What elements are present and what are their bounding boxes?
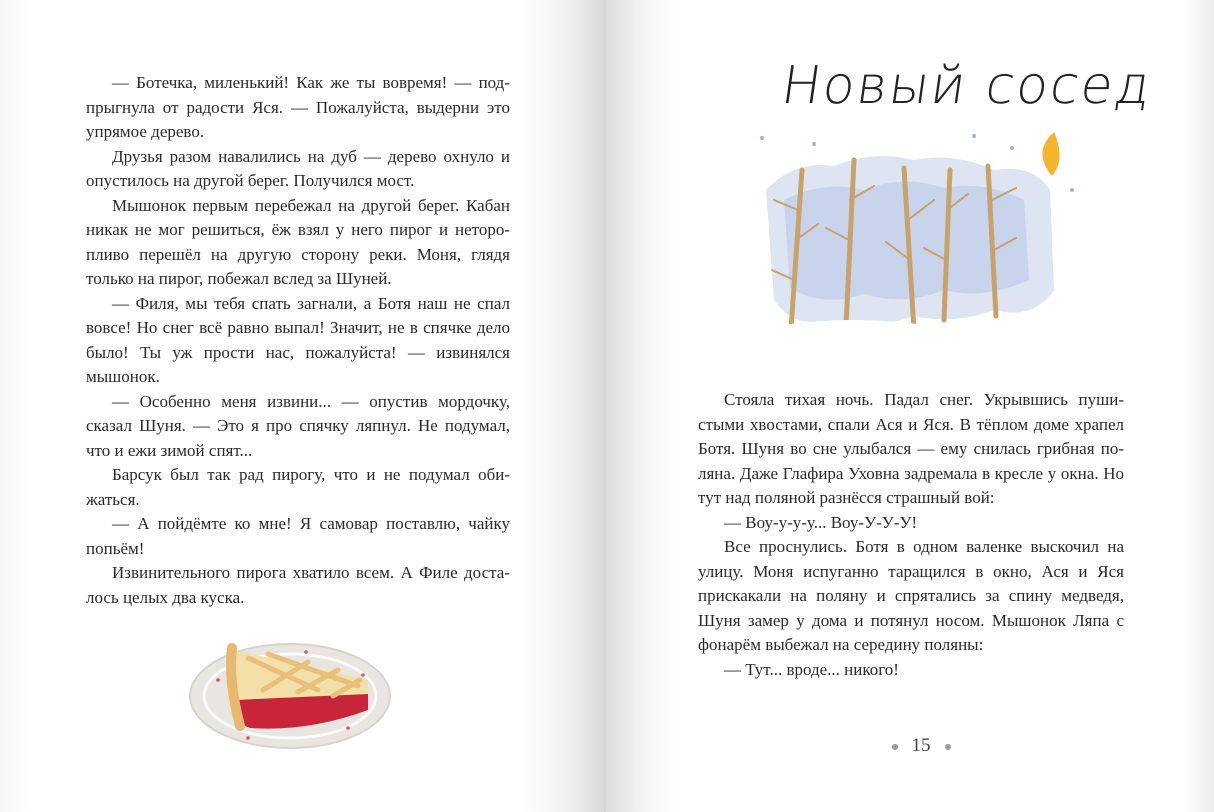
chapter-title: Новый сосед [777, 56, 1157, 116]
paragraph: — Ботечка, миленький! Как же ты вовремя! — подпрыгнула от радости Яся. — Пожалуйста, выдерни это упрямое дерево. [86, 73, 510, 141]
paragraph: Мышонок первым перебежал на другой берег. Кабан никак не мог решиться, ёж взял у него пирог и неторопливо перешёл на другую сторону реки. Моня, глядя только на пирог, побежал вслед за Шуней. [86, 195, 510, 288]
pie-illustration [188, 640, 398, 755]
right-page-text [698, 388, 1124, 682]
paragraph: — Филя, мы тебя спать загнали, а Ботя наш не спал вовсе! Но снег всё равно выпал! Значит, не в спячке дело было! Ты уж прости нас, пожалуйста! — извинялся мышонок. [86, 293, 510, 386]
bullet-icon [945, 744, 951, 750]
page-number-block [876, 735, 966, 757]
paragraph: — Особенно меня извини... — опустив мордочку, сказал Шуня. — Это я про спячку ляпнул. Не подумал, что и ежи зимой спят... [86, 391, 510, 460]
left-page [0, 0, 604, 812]
left-page-text [86, 71, 510, 610]
paragraph: Все проснулись. Ботя в одном валенке выскочил на улицу. Моня испуганно таращился в окно, Ася и Яся прискакали на поляну и спрятались за спину медведя, Шуня замер у дома и потянул носом. Мышонок Ляпа с фонарём выбежал на середину поляны: [698, 537, 1124, 654]
snowy-forest-illustration [754, 130, 1084, 360]
page-number: 15 [911, 735, 931, 756]
bullet-icon [892, 744, 898, 750]
paragraph: — Воу-у-у-у... Воу-У-У-У! [724, 512, 918, 532]
paragraph: — А пойдёмте ко мне! Я самовар поставлю, чайку попьём! [86, 514, 510, 558]
paragraph: Друзья разом навалились на дуб — дерево охнуло и опустилось на другой берег. Получился мост. [86, 146, 510, 190]
paragraph: — Тут... вроде... никого! [724, 659, 899, 679]
paragraph: Извинительного пирога хватило всем. А Филе досталось целых два куска. [86, 563, 510, 607]
paragraph: Барсук был так рад пирогу, что и не подумал обижаться. [86, 465, 510, 509]
paragraph: Стояла тихая ночь. Падал снег. Укрывшись пушистыми хвостами, спали Ася и Яся. В тёплом доме храпел Ботя. Шуня во сне улыбался — ему снилась грибная поляна. Даже Глафира Уховна задремала в кресле у окна. Но тут над поляной разнёсся страшный вой: [698, 390, 1124, 507]
right-page [606, 0, 1214, 812]
